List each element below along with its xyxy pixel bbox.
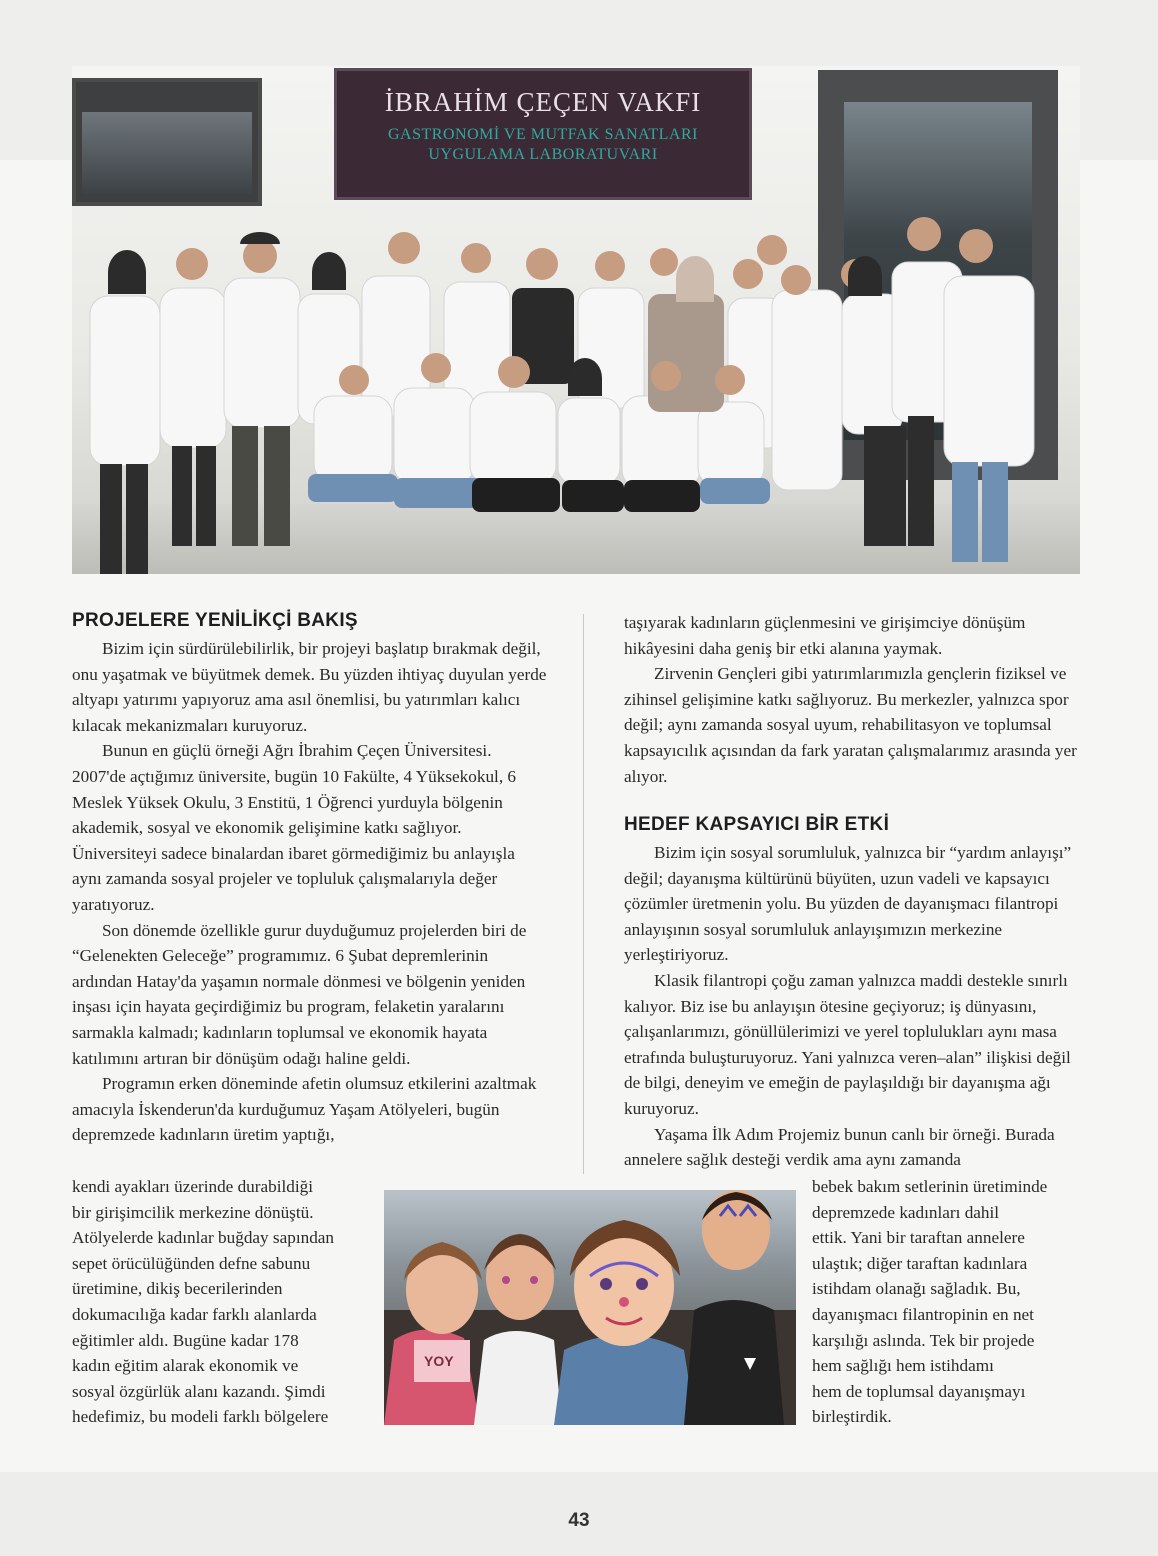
- text-line: ettik. Yani bir taraftan annelere: [812, 1228, 1025, 1248]
- text-line: Atölyelerde kadınlar buğday sapından: [72, 1228, 335, 1248]
- heading-hedef: HEDEF KAPSAYICI BİR ETKİ: [624, 814, 890, 835]
- children-photo: [384, 1190, 796, 1425]
- text-line: sepet örücülüğünden defne sabunu: [72, 1253, 311, 1273]
- sign-title: İBRAHİM ÇEÇEN VAKFI: [384, 87, 702, 117]
- page-number: 43: [568, 1510, 590, 1531]
- children-face-paint-illustration: [384, 1190, 796, 1425]
- text-line: üretimine, dikiş becerilerinden: [72, 1279, 283, 1299]
- text-line: kadın eğitim alarak ekonomik ve: [72, 1356, 299, 1376]
- chefs-group-illustration: [72, 66, 1080, 574]
- sign-subtitle-1: GASTRONOMİ VE MUTFAK SANATLARI: [388, 126, 698, 143]
- column-divider: [583, 614, 584, 1174]
- paragraph: Bizim için sürdürülebilirlik, bir projeyi başlatıp bırakmak değil, onu yaşatmak ve büyütmek demek. Bu yüzden ihtiyaç duyulan yerde altyapı yatırımı yapıyoruz ama asıl önemlisi, bu yatırımları kalıcı kılacak mekanizmaları kuruyoruz.: [72, 639, 547, 735]
- left-column-wrap-text: [72, 1174, 372, 1430]
- right-column-top-text: [624, 610, 1080, 789]
- sign-subtitle-2: UYGULAMA LABORATUVARI: [428, 146, 658, 163]
- text-line: dayanışmacı filantropinin en net: [812, 1304, 1034, 1324]
- paragraph: Bizim için sosyal sorumluluk, yalnızca bir “yardım anlayışı” değil; dayanışma kültürünü büyüten, uzun vadeli ve kapsayıcı çözümler üretmenin yolu. Bu yüzden de dayanışmacı filantropi anlayışının sosyal sorumluluk anlayışımızın merkezine yerleştiriyoruz.: [624, 843, 1072, 965]
- right-column-wrap-text: [812, 1174, 1084, 1430]
- text-line: kendi ayakları üzerinde durabildiği: [72, 1177, 314, 1196]
- paragraph: Bunun en güçlü örneği Ağrı İbrahim Çeçen Üniversitesi. 2007'de açtığımız üniversite, bugün 10 Fakülte, 4 Yüksekokul, 6 Meslek Yüksek Okulu, 3 Enstitü, 1 Öğrenci yurduyla bölgenin akademik, sosyal ve ekonomik gelişimine katkı sağlıyor. Üniversiteyi sadece binalardan ibaret görmediğimiz bu anlayışla aynı zamanda sosyal projeler ve topluluk çalışmalarıyla değer yaratıyoruz.: [72, 741, 517, 914]
- paragraph: Klasik filantropi çoğu zaman yalnızca maddi destekle sınırlı kalıyor. Biz ise bu anlayışın ötesine geçiyoruz; iş dünyasını, çalışanlarımızı, gönüllülerimizi ve yerel toplulukları aynı masa etrafında buluşturuyoruz. Yani yalnızca veren–alan” ilişkisi değil de bilgi, deneyim ve emeğin de paylaşıldığı bir dayanışma ağı kuruyoruz.: [624, 970, 1071, 1118]
- paragraph: Programın erken döneminde afetin olumsuz etkilerini azaltmak amacıyla İskenderun'da kurduğumuz Yaşam Atölyeleri, bugün depremzede kadınların üretim yaptığı,: [72, 1074, 537, 1145]
- paragraph: Son dönemde özellikle gurur duyduğumuz projelerden biri de “Gelenekten Geleceğe” programımız. 6 Şubat depremlerinin ardından Hatay'da yaşamın normale dönmesi ve bölgenin yeniden inşası için hayata geçirdiğimiz bu program, felaketin yaralarını sarmakla kalmadı; kadınların toplumsal ve ekonomik hayata katılımını artıran bir dönüşüm odağı haline geldi.: [72, 920, 527, 1068]
- right-column-text: [624, 840, 1080, 1173]
- text-line: birleştirdik.: [812, 1407, 892, 1427]
- text-line: depremzede kadınları dahil: [812, 1202, 1000, 1222]
- text-line: bebek bakım setlerinin üretiminde: [812, 1177, 1048, 1196]
- text-line: bir girişimcilik merkezine dönüştü.: [72, 1202, 314, 1222]
- tshirt-print: YOY: [424, 1353, 454, 1369]
- text-line: dokumacılığa kadar farklı alanlarda: [72, 1304, 317, 1324]
- text-line: istihdam olanağı sağladık. Bu,: [812, 1279, 1021, 1299]
- text-line: hedefimiz, bu modeli farklı bölgelere: [72, 1407, 329, 1427]
- text-line: karşılığı aslında. Tek bir projede: [812, 1330, 1035, 1350]
- text-line: hem sağlığı hem istihdamı: [812, 1356, 994, 1376]
- paragraph: taşıyarak kadınların güçlenmesini ve girişimciye dönüşüm hikâyesini daha geniş bir etki alanına yaymak.: [624, 613, 1026, 658]
- text-line: ulaştık; diğer taraftan kadınlara: [812, 1253, 1028, 1273]
- paragraph: Zirvenin Gençleri gibi yatırımlarımızla gençlerin fiziksel ve zihinsel gelişimine katkı sağlıyoruz. Bu merkezler, yalnızca spor değil; aynı zamanda sosyal uyum, rehabilitasyon ve toplumsal kapsayıcılık açısından da fark yaratan çalışmalarımız arasında yer alıyor.: [624, 664, 1077, 786]
- left-column-text: [72, 636, 548, 1148]
- group-photo: [72, 66, 1080, 574]
- heading-projelere: PROJELERE YENİLİKÇİ BAKIŞ: [72, 610, 358, 631]
- text-line: hem de toplumsal dayanışmayı: [812, 1381, 1026, 1401]
- paragraph: Yaşama İlk Adım Projemiz bunun canlı bir örneği. Burada annelere sağlık desteği verdik ama aynı zamanda: [624, 1124, 1055, 1170]
- text-line: sosyal özgürlük alanı kazandı. Şimdi: [72, 1381, 326, 1401]
- text-line: eğitimler aldı. Bugüne kadar 178: [72, 1330, 299, 1350]
